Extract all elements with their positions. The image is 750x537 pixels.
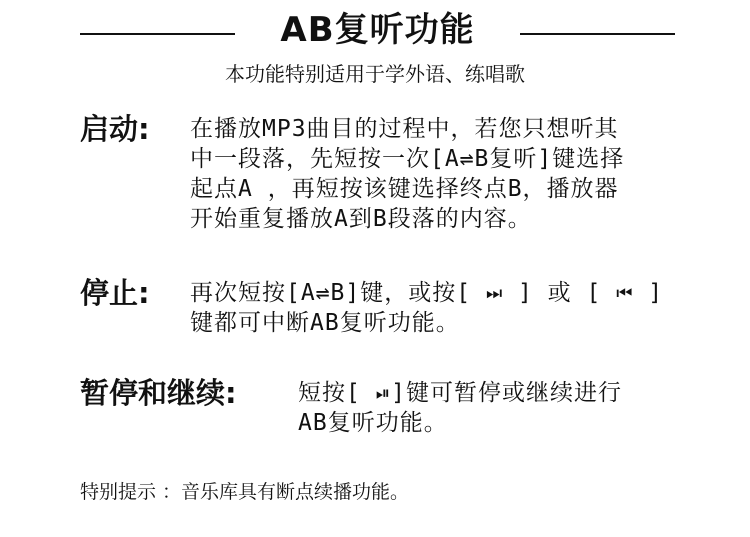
- title-row: [0, 6, 750, 54]
- page-subtitle: 本功能特别适用于学外语、练唱歌: [225, 62, 525, 86]
- stop-line-1: [190, 278, 663, 308]
- pause-line-2: AB复听功能。: [298, 410, 448, 436]
- start-line-3: 起点A ，再短按该键选择终点B，播放器: [190, 176, 619, 202]
- previous-track-icon: ⏮: [616, 282, 634, 304]
- start-line-4: 开始重复播放A到B段落的内容。: [190, 206, 532, 232]
- pause-line-1-pre: 短按[: [298, 380, 376, 406]
- start-line-2: 中一段落，先短按一次[A⇌B复听]键选择: [190, 146, 625, 172]
- pause-line-1: [298, 378, 622, 408]
- stop-body: [190, 278, 663, 338]
- special-note: 特别提示 ：音乐库具有断点续播功能。: [80, 481, 410, 503]
- pause-line-1-post: ]键可暂停或继续进行: [391, 380, 622, 406]
- play-pause-icon: ⏯: [375, 382, 392, 404]
- stop-line-1-post: ]: [633, 280, 664, 306]
- stop-label: 停止:: [80, 276, 150, 310]
- start-body: [190, 114, 624, 234]
- stop-line-2: 键都可中断AB复听功能。: [190, 310, 460, 336]
- pause-label: 暂停和继续:: [80, 376, 237, 410]
- pause-body: [298, 378, 622, 438]
- page-title: AB复听功能: [280, 10, 475, 50]
- start-label: 启动:: [80, 112, 150, 146]
- title-rule-right: [520, 33, 675, 35]
- stop-line-1-mid: ] 或 [: [503, 280, 617, 306]
- title-rule-left: [80, 33, 235, 35]
- stop-line-1-pre: 再次短按[A⇌B]键，或按[: [190, 280, 486, 306]
- start-line-1: 在播放MP3曲目的过程中，若您只想听其: [190, 116, 619, 142]
- next-track-icon: ⏭: [485, 282, 504, 304]
